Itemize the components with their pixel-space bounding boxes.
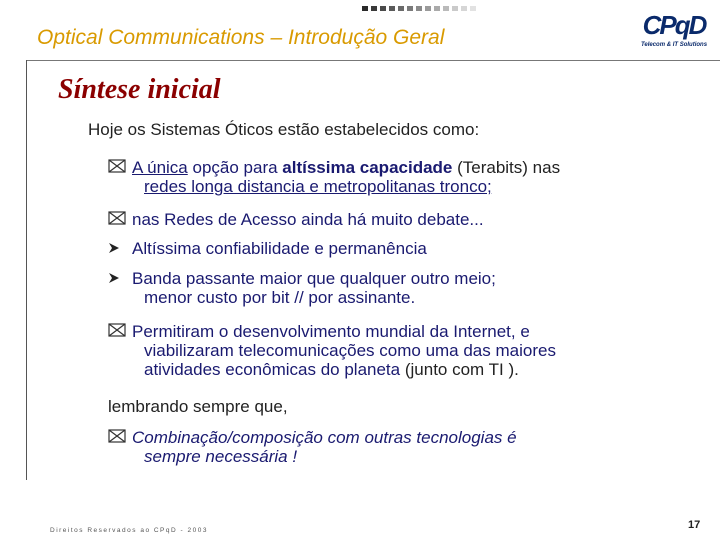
dot — [371, 6, 377, 11]
x-box-icon — [108, 158, 132, 177]
header-title-sub: – Introdução Geral — [270, 26, 445, 49]
item-text: (Terabits) nas — [452, 158, 561, 177]
dot-strip — [362, 6, 476, 12]
item-text: Banda passante maior que qualquer outro meio; — [132, 269, 496, 288]
dot — [398, 6, 404, 11]
copyright-text: Direitos Reservados ao CPqD - 2003 — [50, 527, 208, 534]
remember-text: lembrando sempre que, — [108, 397, 288, 416]
side-divider — [26, 60, 27, 480]
list-item — [108, 269, 496, 307]
logo-tagline: Telecom & IT Solutions — [640, 42, 708, 48]
item-text: Permitiram o desenvolvimento mundial da Internet, e — [132, 322, 530, 341]
dot — [389, 6, 395, 11]
list-item — [108, 158, 560, 196]
list-item — [108, 239, 427, 258]
item-text: atividades econômicas do planeta — [144, 360, 401, 379]
arrowhead-icon — [108, 239, 132, 258]
dot — [470, 6, 476, 11]
x-box-icon — [108, 210, 132, 229]
header-title-main: Optical Communications — [37, 26, 265, 49]
intro-text: Hoje os Sistemas Óticos estão estabelecidos como: — [88, 120, 480, 139]
dot — [362, 6, 368, 11]
item-text: opção para — [187, 158, 283, 177]
logo-text: CPqD — [642, 10, 706, 40]
dot — [416, 6, 422, 11]
dot — [425, 6, 431, 11]
dot — [461, 6, 467, 11]
dot — [407, 6, 413, 11]
section-title: Síntese inicial — [58, 74, 221, 105]
list-item — [108, 322, 556, 379]
header-title — [37, 26, 444, 50]
dot — [452, 6, 458, 11]
list-item — [108, 428, 517, 466]
item-text: redes longa distancia e metropolitanas tronco; — [144, 177, 492, 196]
item-text: altíssima capacidade — [282, 158, 453, 177]
item-text: nas Redes de Acesso ainda há muito debate... — [132, 210, 484, 229]
list-item — [108, 210, 484, 229]
dot — [380, 6, 386, 11]
item-text: menor custo por bit // por assinante. — [144, 288, 416, 307]
item-text: sempre necessária ! — [144, 447, 298, 466]
item-text: (junto com TI ). — [400, 360, 519, 379]
x-box-icon — [108, 428, 132, 447]
page-number: 17 — [688, 519, 701, 531]
item-text: Combinação/composição com outras tecnologias é — [132, 428, 517, 447]
header-divider — [26, 60, 720, 61]
x-box-icon — [108, 322, 132, 341]
dot — [443, 6, 449, 11]
item-text: A única — [132, 158, 188, 177]
item-text: viabilizaram telecomunicações como uma das maiores — [144, 341, 556, 360]
arrowhead-icon — [108, 269, 132, 288]
item-text: Altíssima confiabilidade e permanência — [132, 239, 427, 258]
dot — [434, 6, 440, 11]
